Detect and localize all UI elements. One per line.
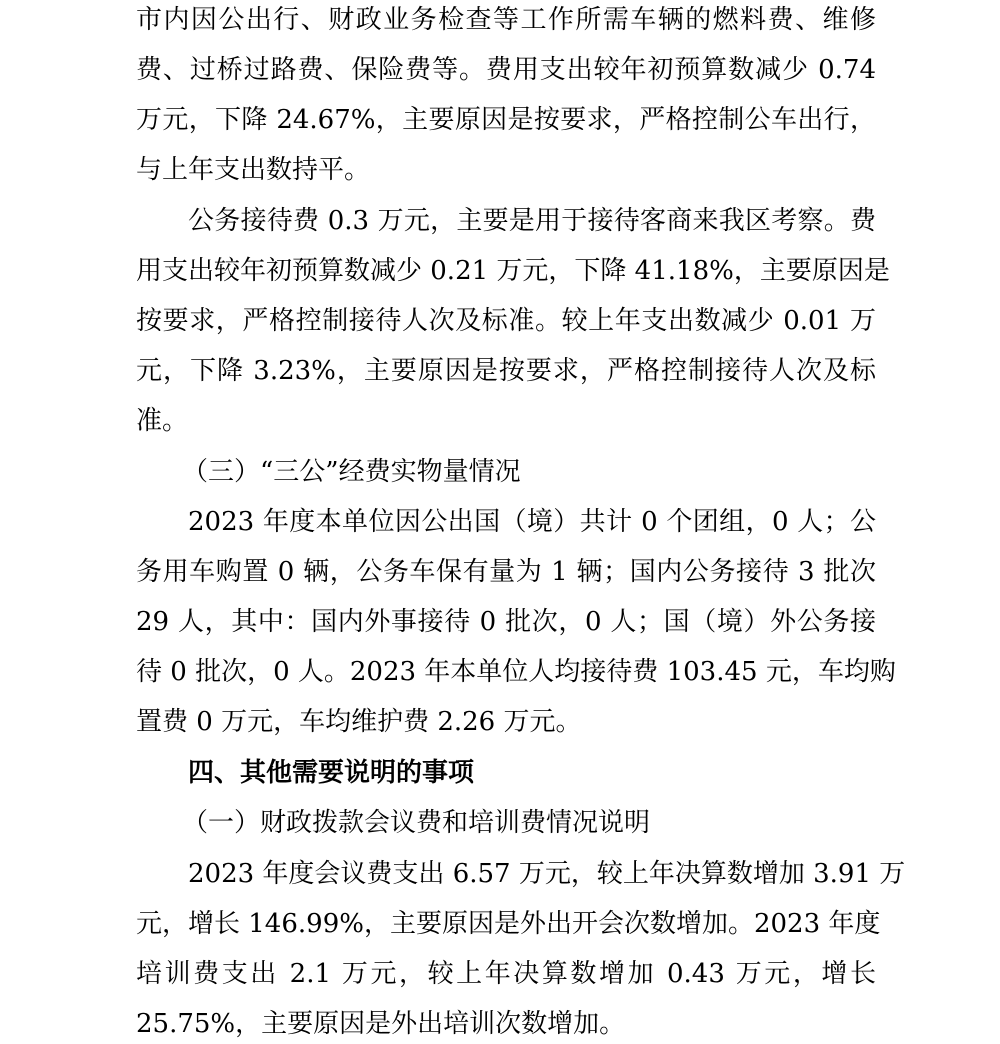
paragraph-reception-cost-line-4: 元，下降 3.23%，主要原因是按要求，严格控制接待人次及标 bbox=[136, 356, 876, 386]
paragraph-reception-cost-line-1: 公务接待费 0.3 万元，主要是用于接待客商来我区考察。费 bbox=[188, 206, 876, 236]
paragraph-reception-cost-line-3: 按要求，严格控制接待人次及标准。较上年支出数减少 0.01 万 bbox=[136, 306, 876, 336]
paragraph-vehicle-cost-line-1: 市内因公出行、财政业务检查等工作所需车辆的燃料费、维修 bbox=[136, 5, 876, 35]
paragraph-quantities-line-4: 待 0 批次，0 人。2023 年本单位人均接待费 103.45 元，车均购 bbox=[136, 657, 896, 687]
paragraph-vehicle-cost-line-4: 与上年支出数持平。 bbox=[136, 155, 371, 185]
paragraph-quantities-line-5: 置费 0 万元，车均维护费 2.26 万元。 bbox=[136, 707, 582, 737]
paragraph-reception-cost-line-5: 准。 bbox=[136, 406, 189, 436]
paragraph-vehicle-cost-line-2: 费、过桥过路费、保险费等。费用支出较年初预算数减少 0.74 bbox=[136, 55, 876, 85]
paragraph-meeting-training-line-1: 2023 年度会议费支出 6.57 万元，较上年决算数增加 3.91 万 bbox=[188, 859, 906, 889]
paragraph-quantities-line-2: 务用车购置 0 辆，公务车保有量为 1 辆；国内公务接待 3 批次 bbox=[136, 557, 876, 587]
paragraph-meeting-training-line-2: 元，增长 146.99%，主要原因是外出开会次数增加。2023 年度 bbox=[136, 909, 881, 939]
paragraph-reception-cost-line-2: 用支出较年初预算数减少 0.21 万元，下降 41.18%，主要原因是 bbox=[136, 256, 890, 286]
section-heading-meeting-training-fees: （一）财政拨款会议费和培训费情况说明 bbox=[182, 808, 651, 838]
paragraph-quantities-line-3: 29 人，其中：国内外事接待 0 批次，0 人；国（境）外公务接 bbox=[136, 607, 876, 637]
section-heading-other-matters: 四、其他需要说明的事项 bbox=[188, 758, 475, 788]
section-heading-three-public-quantities: （三）“三公”经费实物量情况 bbox=[182, 457, 521, 487]
paragraph-vehicle-cost-line-3: 万元，下降 24.67%，主要原因是按要求，严格控制公车出行， bbox=[136, 105, 876, 135]
paragraph-meeting-training-line-3: 培训费支出 2.1 万元，较上年决算数增加 0.43 万元，增长 bbox=[136, 959, 876, 989]
paragraph-meeting-training-line-4: 25.75%，主要原因是外出培训次数增加。 bbox=[136, 1009, 626, 1039]
paragraph-quantities-line-1: 2023 年度本单位因公出国（境）共计 0 个团组，0 人；公 bbox=[188, 507, 876, 537]
